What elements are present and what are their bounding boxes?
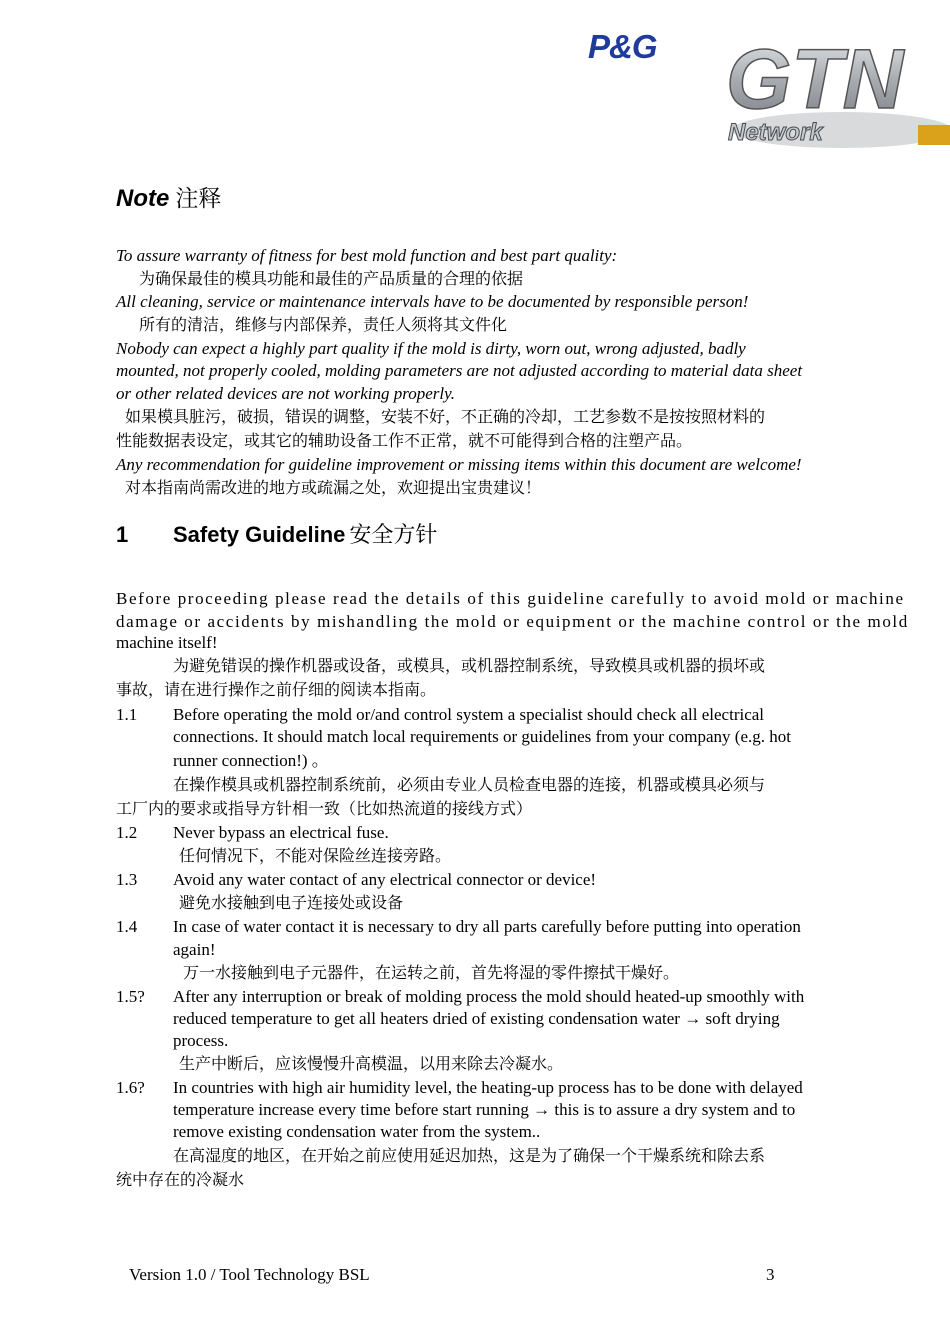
note-title <box>116 180 221 213</box>
note-line: Any recommendation for guideline improvement or missing items within this document are welcome! <box>116 455 802 474</box>
item-text: remove existing condensation water from the system.. <box>173 1122 541 1141</box>
note-line: Nobody can expect a highly part quality if the mold is dirty, worn out, wrong adjusted, badly <box>116 339 746 358</box>
intro-line: 事故，请在进行操作之前仔细的阅读本指南。 <box>116 680 437 699</box>
intro-line: 为避免错误的操作机器或设备，或模具，或机器控制系统，导致模具或机器的损坏或 <box>173 656 766 675</box>
item-number: 1.3 <box>116 870 138 889</box>
intro-line: damage or accidents by mishandling the mold or equipment or the machine control or the mold <box>116 612 909 631</box>
intro-line: machine itself! <box>116 633 218 652</box>
section-number: 1 <box>116 522 129 547</box>
note-title-en: Note <box>116 185 170 212</box>
item-text-zh: 统中存在的冷凝水 <box>116 1170 245 1189</box>
note-line: 所有的清洁，维修与内部保养，责任人须将其文件化 <box>139 315 508 334</box>
gtn-network-logo <box>722 30 950 155</box>
item-number: 1.6? <box>116 1078 145 1097</box>
note-line: All cleaning, service or maintenance intervals have to be documented by responsible person! <box>116 292 749 311</box>
note-line: 如果模具脏污，破损，错误的调整，安装不好，不正确的冷却，工艺参数不是按按照材料的 <box>125 407 766 426</box>
gtn-logo-network: Network <box>728 119 823 146</box>
intro-line: Before proceeding please read the details of this guideline carefully to avoid mold or machine <box>116 589 905 608</box>
item-text: process. <box>173 1031 229 1050</box>
item-text-zh: 任何情况下，不能对保险丝连接旁路。 <box>179 846 452 865</box>
item-text: In countries with high air humidity level, the heating-up process has to be done with delayed <box>173 1078 803 1097</box>
item-text-zh: 万一水接触到电子元器件，在运转之前，首先将湿的零件擦拭干燥好。 <box>183 963 680 982</box>
item-text: temperature increase every time before start running → this is to assure a dry system and to <box>173 1100 796 1119</box>
item-text-zh: 工厂内的要求或指导方针相一致（比如热流道的接线方式） <box>116 799 533 818</box>
item-text-zh: 避免水接触到电子连接处或设备 <box>179 893 404 912</box>
item-text: Never bypass an electrical fuse. <box>173 823 389 842</box>
item-number: 1.4 <box>116 917 138 936</box>
note-title-zh: 注释 <box>175 186 222 212</box>
item-text-zh: 在操作模具或机器控制系统前，必须由专业人员检查电器的连接，机器或模具必须与 <box>173 775 766 794</box>
item-text: After any interruption or break of molding process the mold should heated-up smoothly with <box>173 987 805 1006</box>
item-text: Before operating the mold or/and control system a specialist should check all electrical <box>173 705 765 724</box>
item-text-zh: 在高湿度的地区，在开始之前应使用延迟加热，这是为了确保一个干燥系统和除去系 <box>173 1146 766 1165</box>
item-text: Avoid any water contact of any electrical connector or device! <box>173 870 597 889</box>
section-title-zh: 安全方针 <box>349 523 438 548</box>
section-heading <box>116 518 437 549</box>
item-text: again! <box>173 940 216 959</box>
item-text: reduced temperature to get all heaters dried of existing condensation water → soft drying <box>173 1009 780 1028</box>
note-line: 性能数据表设定，或其它的辅助设备工作不正常，就不可能得到合格的注塑产品。 <box>116 431 693 450</box>
item-text: runner connection!) 。 <box>173 751 329 770</box>
gtn-logo-letters: GTN <box>726 32 904 126</box>
note-line: 对本指南尚需改进的地方或疏漏之处，欢迎提出宝贵建议！ <box>125 478 542 497</box>
item-text: connections. It should match local requirements or guidelines from your company (e.g. hot <box>173 727 791 746</box>
item-text: In case of water contact it is necessary to dry all parts carefully before putting into operation <box>173 917 801 936</box>
page-number: 3 <box>766 1265 775 1284</box>
item-number: 1.1 <box>116 705 138 724</box>
note-line: 为确保最佳的模具功能和最佳的产品质量的合理的依据 <box>139 269 524 288</box>
note-line: To assure warranty of fitness for best mold function and best part quality: <box>116 246 618 265</box>
note-line: mounted, not properly cooled, molding parameters are not adjusted according to material data sheet <box>116 361 803 380</box>
item-text-zh: 生产中断后，应该慢慢升高模温，以用来除去冷凝水。 <box>179 1054 564 1073</box>
item-number: 1.5? <box>116 987 145 1006</box>
section-title-en: Safety Guideline <box>173 522 346 547</box>
footer-version: Version 1.0 / Tool Technology BSL <box>129 1265 370 1284</box>
pg-logo: P&G <box>588 28 657 65</box>
item-number: 1.2 <box>116 823 138 842</box>
note-line: or other related devices are not working properly. <box>116 384 455 403</box>
